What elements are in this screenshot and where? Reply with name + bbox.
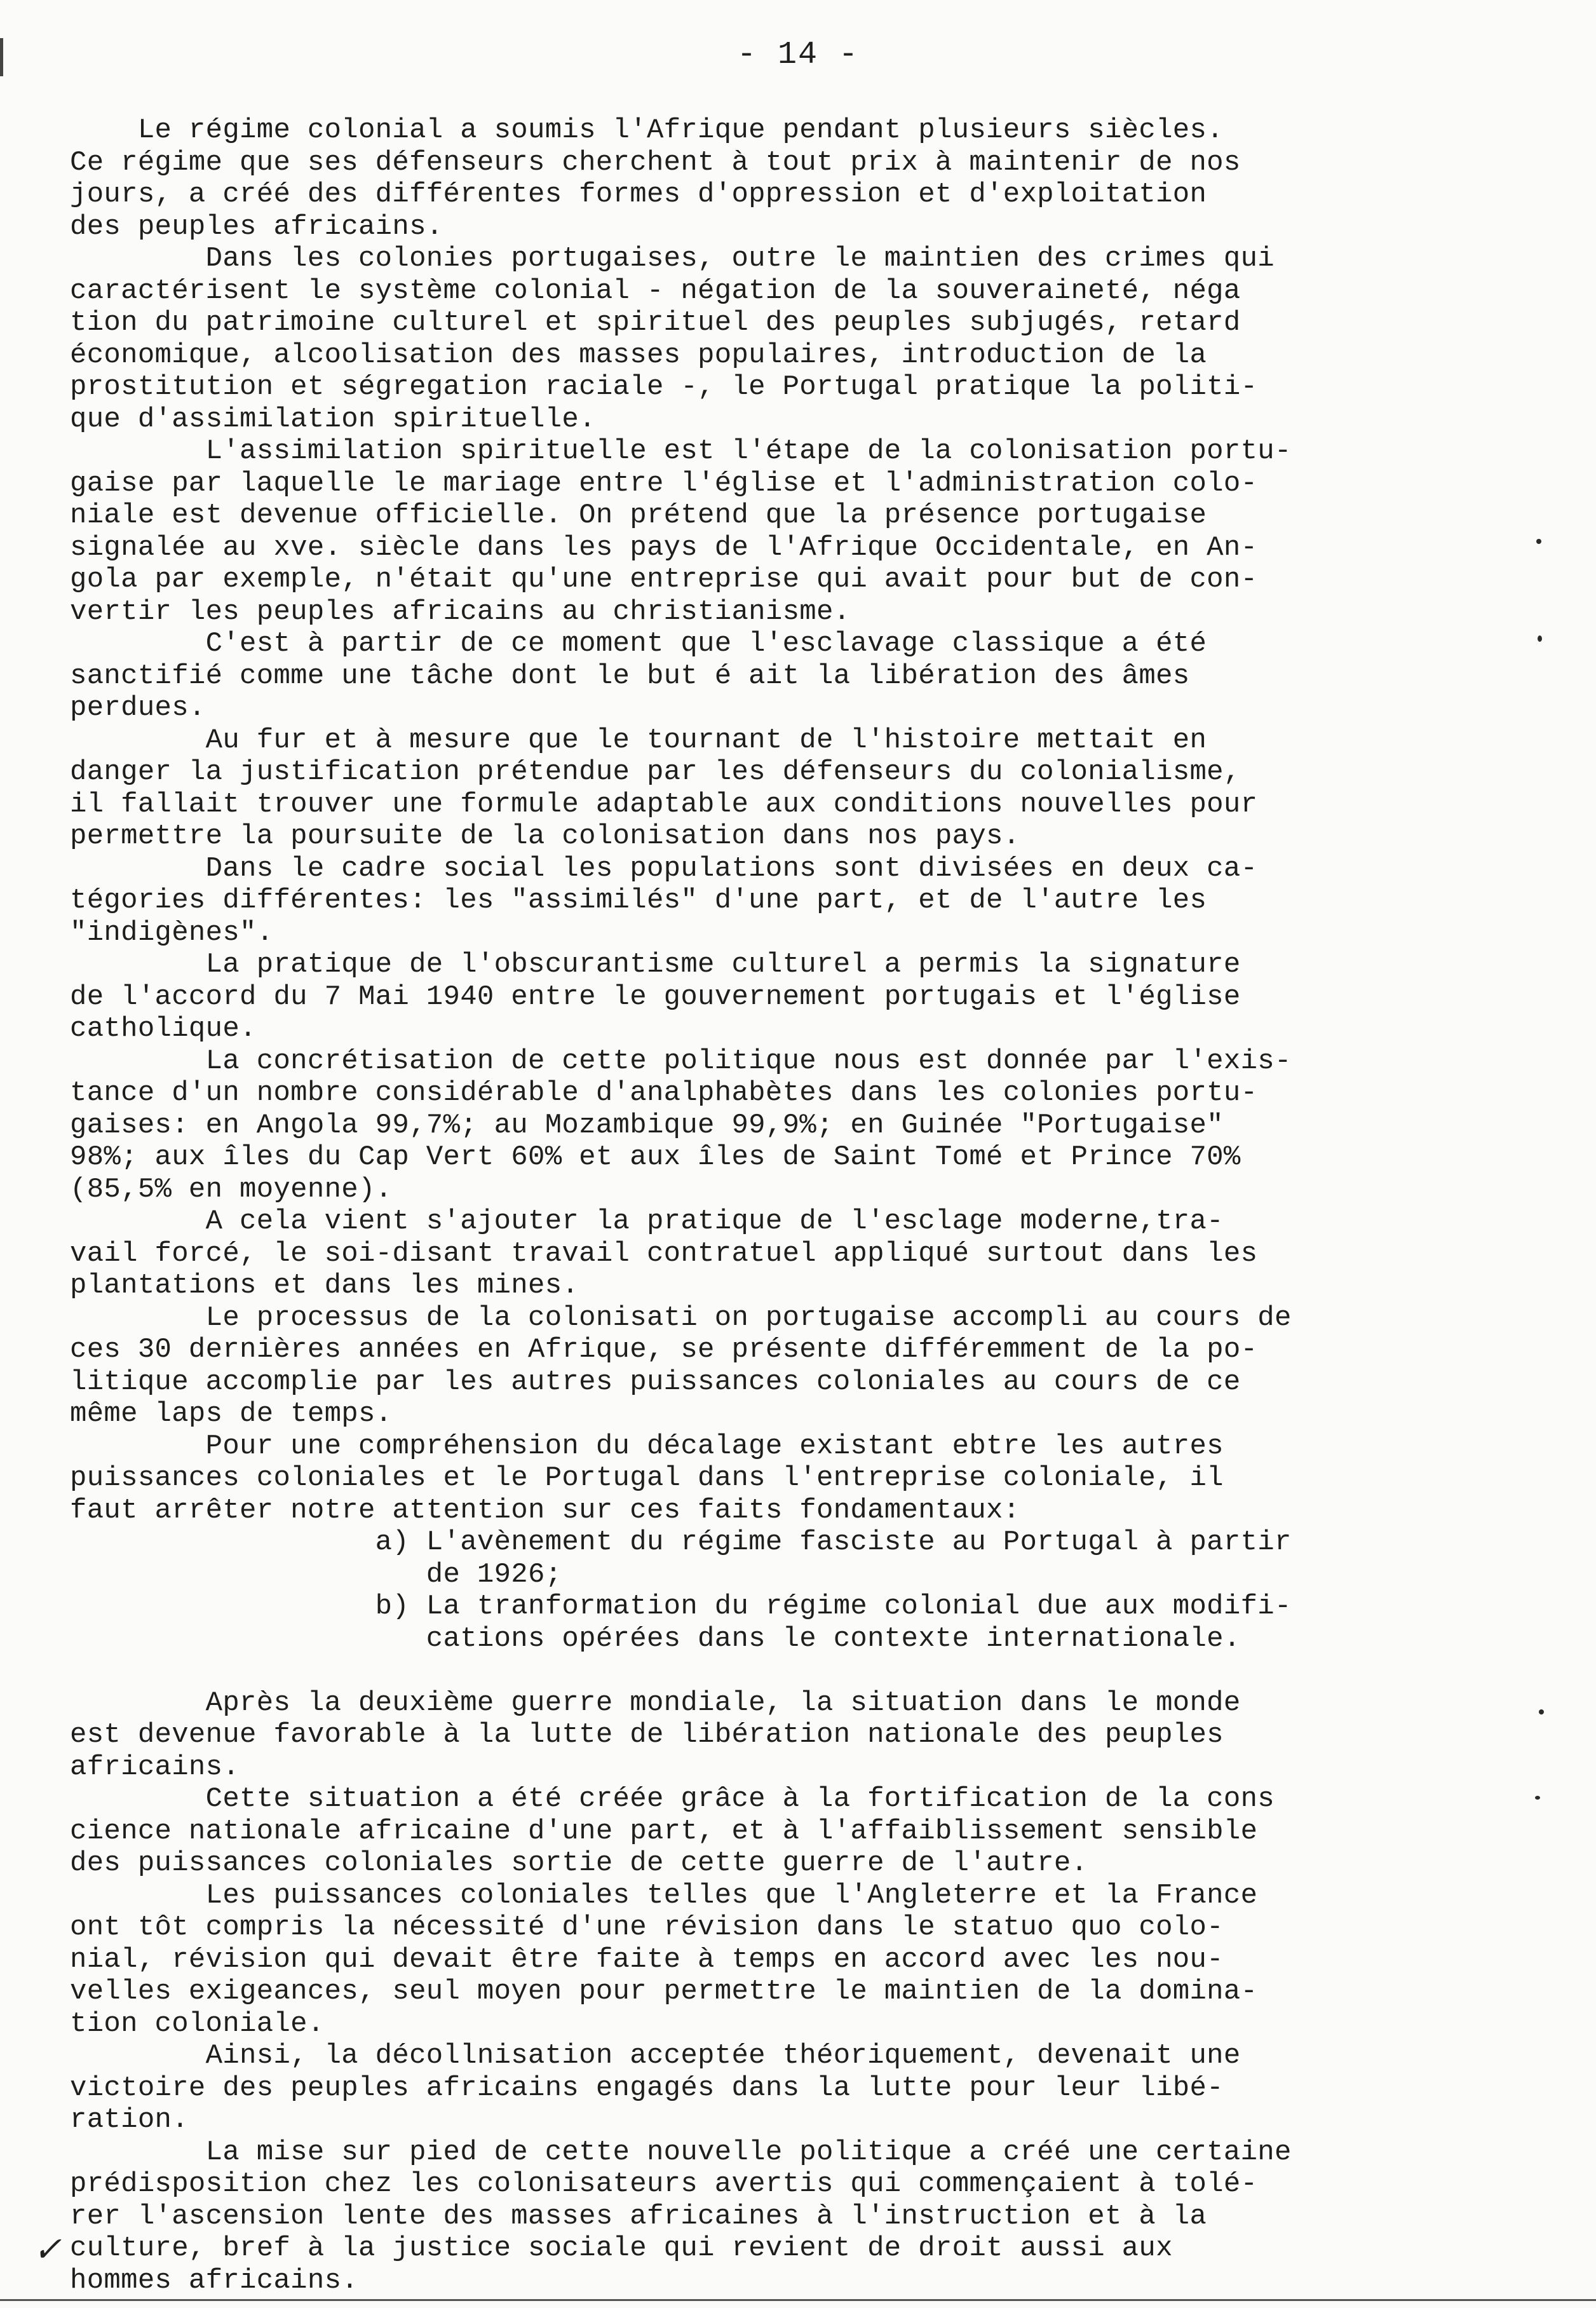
scan-bottom-edge bbox=[0, 2299, 1596, 2301]
text-line: tance d'un nombre considérable d'analphabètes dans les colonies portu- bbox=[70, 1077, 1258, 1109]
text-line: tion coloniale. bbox=[70, 2007, 325, 2040]
text-line: a) L'avènement du régime fasciste au Portugal à partir bbox=[70, 1526, 1292, 1558]
text-line: puissances coloniales et le Portugal dans l'entreprise coloniale, il bbox=[70, 1462, 1224, 1494]
text-line: Au fur et à mesure que le tournant de l'histoire mettait en bbox=[70, 724, 1207, 756]
text-line: danger la justification prétendue par les défenseurs du colonialisme, bbox=[70, 756, 1241, 788]
text-line: vail forcé, le soi-disant travail contratuel appliqué surtout dans les bbox=[70, 1237, 1258, 1270]
text-line: hommes africains. bbox=[70, 2264, 358, 2297]
text-line: plantations et dans les mines. bbox=[70, 1270, 579, 1301]
scan-speck bbox=[1536, 539, 1541, 544]
text-line: catholique. bbox=[70, 1013, 257, 1045]
text-line: Le régime colonial a soumis l'Afrique pendant plusieurs siècles. bbox=[70, 114, 1224, 146]
text-line: Ce régime que ses défenseurs cherchent à tout prix à maintenir de nos bbox=[70, 146, 1241, 179]
text-line: même laps de temps. bbox=[70, 1398, 393, 1430]
text-line: b) La tranformation du régime colonial due aux modifi- bbox=[70, 1591, 1292, 1622]
text-line: Le processus de la colonisati on portugaise accompli au cours de bbox=[70, 1301, 1292, 1334]
text-line: niale est devenue officielle. On prétend que la présence portugaise bbox=[70, 499, 1207, 531]
text-line: "indigènes". bbox=[70, 916, 274, 949]
text-line: caractérisent le système colonial - négation de la souveraineté, néga bbox=[70, 275, 1241, 307]
text-line bbox=[70, 1655, 1525, 1687]
text-line: A cela vient s'ajouter la pratique de l'esclage moderne,tra- bbox=[70, 1205, 1224, 1237]
text-line: gaise par laquelle le mariage entre l'église et l'administration colo- bbox=[70, 467, 1258, 499]
body-text bbox=[70, 114, 1525, 2297]
text-line: Les puissances coloniales telles que l'Angleterre et la France bbox=[70, 1879, 1258, 1911]
text-line: Après la deuxième guerre mondiale, la situation dans le monde bbox=[70, 1687, 1241, 1719]
text-line: économique, alcoolisation des masses populaires, introduction de la bbox=[70, 339, 1207, 371]
text-line: ces 30 dernières années en Afrique, se présente différemment de la po- bbox=[70, 1334, 1258, 1366]
text-line: rer l'ascension lente des masses africaines à l'instruction et à la bbox=[70, 2200, 1207, 2232]
text-line: La concrétisation de cette politique nous est donnée par l'exis- bbox=[70, 1045, 1292, 1077]
text-line: Dans le cadre social les populations sont divisées en deux ca- bbox=[70, 852, 1258, 885]
text-line: culture, bref à la justice sociale qui revient de droit aussi aux bbox=[70, 2232, 1173, 2264]
text-line: tion du patrimoine culturel et spirituel des peuples subjugés, retard bbox=[70, 307, 1241, 339]
scan-speck bbox=[1538, 635, 1542, 642]
scan-speck bbox=[1539, 1709, 1544, 1714]
text-line: que d'assimilation spirituelle. bbox=[70, 403, 596, 435]
text-line: L'assimilation spirituelle est l'étape de la colonisation portu- bbox=[70, 435, 1292, 467]
text-line: C'est à partir de ce moment que l'esclavage classique a été bbox=[70, 628, 1207, 660]
text-line: cience nationale africaine d'une part, et à l'affaiblissement sensible bbox=[70, 1815, 1258, 1847]
text-line: La mise sur pied de cette nouvelle politique a créé une certaine bbox=[70, 2136, 1292, 2168]
text-line: gaises: en Angola 99,7%; au Mozambique 99,9%; en Guinée "Portugaise" bbox=[70, 1109, 1224, 1141]
text-line: prédisposition chez les colonisateurs avertis qui commençaient à tolé- bbox=[70, 2168, 1258, 2200]
page-number: - 14 - bbox=[736, 37, 860, 73]
text-line: (85,5% en moyenne). bbox=[70, 1173, 393, 1205]
text-line: prostitution et ségregation raciale -, le Portugal pratique la politi- bbox=[70, 371, 1258, 403]
text-line: est devenue favorable à la lutte de libération nationale des peuples bbox=[70, 1719, 1224, 1751]
scan-speck bbox=[1535, 1796, 1540, 1800]
text-line: faut arrêter notre attention sur ces faits fondamentaux: bbox=[70, 1494, 1020, 1526]
text-line: sanctifié comme une tâche dont le but é ait la libération des âmes bbox=[70, 660, 1190, 692]
text-line: nial, révision qui devait être faite à temps en accord avec les nou- bbox=[70, 1943, 1224, 1976]
text-line: des puissances coloniales sortie de cette guerre de l'autre. bbox=[70, 1847, 1088, 1879]
text-line: Dans les colonies portugaises, outre le maintien des crimes qui bbox=[70, 243, 1275, 275]
text-line: gola par exemple, n'était qu'une entreprise qui avait pour but de con- bbox=[70, 564, 1258, 595]
text-line: litique accomplie par les autres puissances coloniales au cours de ce bbox=[70, 1366, 1241, 1398]
text-line: velles exigeances, seul moyen pour permettre le maintien de la domina- bbox=[70, 1976, 1258, 2007]
text-line: victoire des peuples africains engagés dans la lutte pour leur libé- bbox=[70, 2072, 1224, 2104]
handwritten-margin-mark: ✓ bbox=[33, 2229, 62, 2269]
text-line: de 1926; bbox=[70, 1558, 562, 1591]
text-line: des peuples africains. bbox=[70, 210, 443, 243]
text-line: perdues. bbox=[70, 692, 206, 724]
text-line: permettre la poursuite de la colonisation dans nos pays. bbox=[70, 820, 1020, 852]
text-line: africains. bbox=[70, 1751, 240, 1783]
text-line: Ainsi, la décollnisation acceptée théoriquement, devenait une bbox=[70, 2040, 1241, 2072]
text-line: cations opérées dans le contexte internationale. bbox=[70, 1622, 1241, 1655]
text-line: Cette situation a été créée grâce à la fortification de la cons bbox=[70, 1783, 1275, 1815]
text-line: jours, a créé des différentes formes d'oppression et d'exploitation bbox=[70, 179, 1207, 210]
text-line: tégories différentes: les "assimilés" d'une part, et de l'autre les bbox=[70, 885, 1207, 916]
text-line: signalée au xve. siècle dans les pays de l'Afrique Occidentale, en An- bbox=[70, 531, 1258, 564]
text-line: Pour une compréhension du décalage existant ebtre les autres bbox=[70, 1430, 1224, 1462]
text-line: La pratique de l'obscurantisme culturel a permis la signature bbox=[70, 949, 1241, 981]
text-line: il fallait trouver une formule adaptable aux conditions nouvelles pour bbox=[70, 788, 1258, 820]
text-line: de l'accord du 7 Mai 1940 entre le gouvernement portugais et l'église bbox=[70, 981, 1241, 1013]
text-line: ration. bbox=[70, 2104, 189, 2136]
text-line: 98%; aux îles du Cap Vert 60% et aux îles de Saint Tomé et Prince 70% bbox=[70, 1141, 1241, 1173]
text-line: vertir les peuples africains au christianisme. bbox=[70, 595, 851, 628]
text-line: ont tôt compris la nécessité d'une révision dans le statuo quo colo- bbox=[70, 1911, 1224, 1943]
